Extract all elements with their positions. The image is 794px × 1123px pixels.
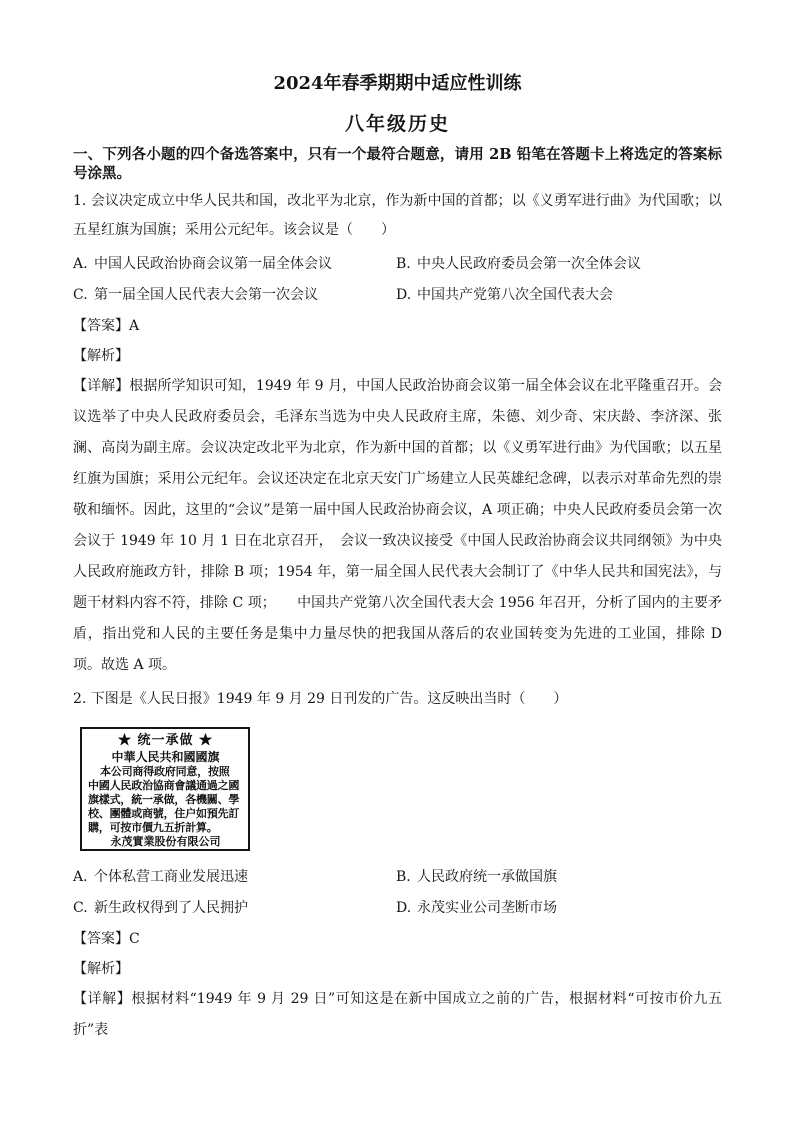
answer-line: [73, 924, 722, 954]
option-d: [396, 893, 722, 924]
section-heading: 一、下列各小题的四个备选答案中，只有一个最符合题意，请用 2B 铅笔在答题卡上将选定的答案标号涂黑。: [73, 146, 722, 182]
option-text: 中国共产党第八次全国代表大会: [417, 287, 613, 303]
option-label: D.: [396, 287, 412, 303]
ad-text-line: 旗樣式，統一承做，各機關、學: [88, 793, 240, 806]
option-a: [73, 249, 396, 280]
question-stem: 2. 下图是《人民日报》1949 年 9 月 29 日刊发的广告。这反映出当时（ ）: [73, 691, 568, 707]
ad-text-line: 購，可按市價九五折計算。: [88, 821, 218, 834]
analysis-tag: 【解析】: [73, 961, 129, 977]
question-2: [73, 684, 722, 1046]
option-label: A.: [73, 256, 88, 272]
ad-company: 永茂實業股份有限公司: [110, 835, 221, 848]
option-label: B.: [396, 256, 411, 272]
option-label: A.: [73, 869, 88, 885]
option-b: [396, 862, 722, 893]
option-label: B.: [396, 869, 411, 885]
ad-title: 中華人民共和國國旗: [111, 750, 220, 764]
option-text: 个体私营工商业发展迅速: [94, 869, 248, 885]
options-grid: [73, 249, 722, 311]
option-b: [396, 249, 722, 280]
detail-tag: 【详解】: [73, 991, 132, 1007]
newspaper-advertisement-figure: [80, 727, 250, 851]
options-grid: [73, 862, 722, 924]
ad-text-line: 校、團體或商號，住户如預先訂: [88, 807, 240, 820]
option-c: [73, 893, 396, 924]
ad-header: ★ 统一承做 ★: [117, 733, 214, 748]
detail-text: 根据所学知识可知，1949 年 9 月，中国人民政治协商会议第一届全体会议在北平隆重召开。会议选举了中央人民政府委员会，毛泽东当选为中央人民政府主席，朱德、刘少奇、宋庆龄、李济深、张澜、高岗为副主席。会议决定改北平为北京，作为新中国的首都；以《义勇军进行曲》为代国歌；以五星红旗为国旗；采用公元纪年。会议还决定在北京天安门广场建立人民英雄纪念碑，以表示对革命先烈的崇敬和缅怀。因此，这里的“会议”是第一届中国人民政治协商会议，A 项正确；中央人民政府委员会第一次会议于 1949 年 10 月 1 日在北京召开， 会议一致决议接受《中国人民政治协商会议共同纲领》为中央人民政府施政方针，排除 B 项；1954 年，第一届全国人民代表大会制订了《中华人民共和国宪法》，与题干材料内容不符，排除 C 项； 中国共产党第八次全国代表大会 1956 年召开，分析了国内的主要矛盾，指出党和人民的主要任务是集中力量尽快的把我国从落后的农业国转变为先进的工业国，排除 D 项。故选 A 项。: [73, 378, 723, 673]
option-text: 人民政府统一承做国旗: [417, 869, 557, 885]
option-text: 中央人民政府委员会第一次全体会议: [417, 256, 641, 272]
detail-tag: 【详解】: [73, 378, 130, 394]
page-title: 2024年春季期期中适应性训练: [273, 73, 522, 94]
detail-paragraph: [73, 984, 722, 1046]
answer-line: [73, 311, 722, 341]
option-d: [396, 280, 722, 311]
option-text: 永茂实业公司垄断市场: [417, 900, 557, 916]
option-text: 第一届全国人民代表大会第一次会议: [94, 287, 318, 303]
option-label: D.: [396, 900, 412, 916]
option-c: [73, 280, 396, 311]
ad-text-line: 中國人民政治協商會議通過之國: [88, 779, 240, 792]
option-text: 中国人民政治协商会议第一届全体会议: [94, 256, 332, 272]
answer-tag: 【答案】: [73, 318, 129, 334]
option-label: C.: [73, 287, 88, 303]
question-1: [73, 187, 722, 681]
answer-tag: 【答案】: [73, 931, 129, 947]
detail-paragraph: [73, 371, 722, 681]
subject-title: 八年级历史: [344, 113, 450, 135]
question-stem: 1. 会议决定成立中华人民共和国，改北平为北京，作为新中国的首都；以《义勇军进行曲》为代国歌；以五星红旗为国旗；采用公元纪年。该会议是（ ）: [73, 193, 722, 238]
option-text: 新生政权得到了人民拥护: [94, 900, 248, 916]
option-a: [73, 862, 396, 893]
analysis-tag: 【解析】: [73, 348, 129, 364]
option-label: C.: [73, 900, 88, 916]
detail-text: 根据材料“1949 年 9 月 29 日”可知这是在新中国成立之前的广告，根据材料“可按市价九五折”表: [73, 991, 723, 1038]
ad-text-line: 本公司商得政府同意，按照: [100, 765, 230, 778]
answer-value: A: [129, 318, 140, 334]
answer-value: C: [129, 931, 140, 947]
